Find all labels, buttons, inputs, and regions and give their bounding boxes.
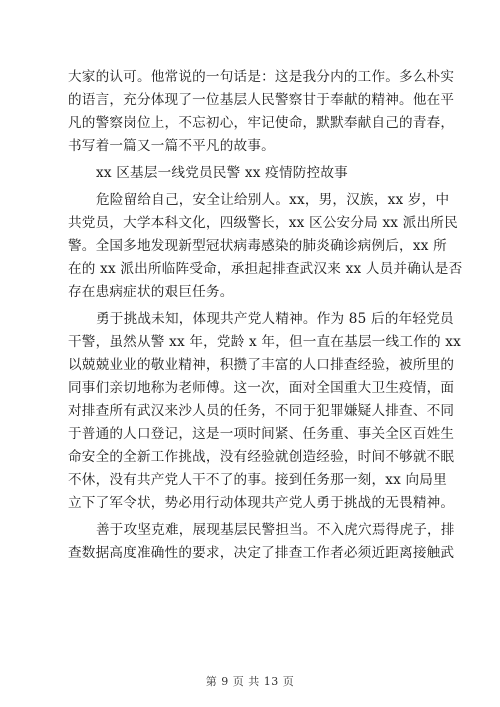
text-line: 干警，虽然从警 xx 年，党龄 x 年，但一直在基层一线工作的 xx xyxy=(68,334,461,350)
text-line: 大家的认可。他常说的一句话是：这是我分内的工作。多么朴实 xyxy=(68,69,455,85)
text-line: 凡的警察岗位上，不忘初心，牢记使命，默默奉献自己的青春， xyxy=(68,115,455,131)
text-line: 善于攻坚克难，展现基层民警担当。不入虎穴焉得虎子，排 xyxy=(96,522,455,538)
page-number-footer: 第 9 页 共 13 页 xyxy=(205,675,295,688)
text-line: 命安全的全新工作挑战，没有经验就创造经验，时间不够就不眠 xyxy=(68,449,455,465)
text-line: 书写着一篇又一篇不平凡的故事。 xyxy=(68,138,275,154)
text-line: 的语言，充分体现了一位基层人民警察甘于奉献的精神。他在平 xyxy=(68,92,455,108)
body-text xyxy=(68,66,463,565)
text-line: 于普通的人口登记，这是一项时间紧、任务重、事关全区百姓生 xyxy=(68,426,455,442)
text-line: 对排查所有武汉来沙人员的任务，不同于犯罪嫌疑人排查、不同 xyxy=(68,403,455,419)
text-line: 立下了军令状，势必用行动体现共产党人勇于挑战的无畏精神。 xyxy=(68,495,455,511)
text-line: 以兢兢业业的敬业精神，积攒了丰富的人口排查经验，被所里的 xyxy=(68,357,455,373)
text-line: 危险留给自己，安全让给别人。xx，男，汉族，xx 岁，中 xyxy=(96,192,450,208)
text-line: 共党员，大学本科文化，四级警长，xx 区公安分局 xx 派出所民 xyxy=(68,215,458,231)
text-line: 查数据高度准确性的要求，决定了排查工作者必须近距离接触武 xyxy=(68,545,455,561)
text-line: 警。全国多地发现新型冠状病毒感染的肺炎确诊病例后，xx 所 xyxy=(68,238,447,254)
text-line: 同事们亲切地称为老师傅。这一次，面对全国重大卫生疫情，面 xyxy=(68,380,455,396)
text-line: 不休，没有共产党人干不了的事。接到任务那一刻，xx 向局里 xyxy=(68,472,447,488)
text-line: 在的 xx 派出所临阵受命，承担起排查武汉来 xx 人员并确认是否 xyxy=(68,261,463,277)
text-line: 勇于挑战未知，体现共产党人精神。作为 85 后的年轻党员 xyxy=(96,311,454,327)
section-heading: xx 区基层一线党员民警 xx 疫情防控故事 xyxy=(96,165,348,181)
text-line: 存在患病症状的艰巨任务。 xyxy=(68,284,234,300)
